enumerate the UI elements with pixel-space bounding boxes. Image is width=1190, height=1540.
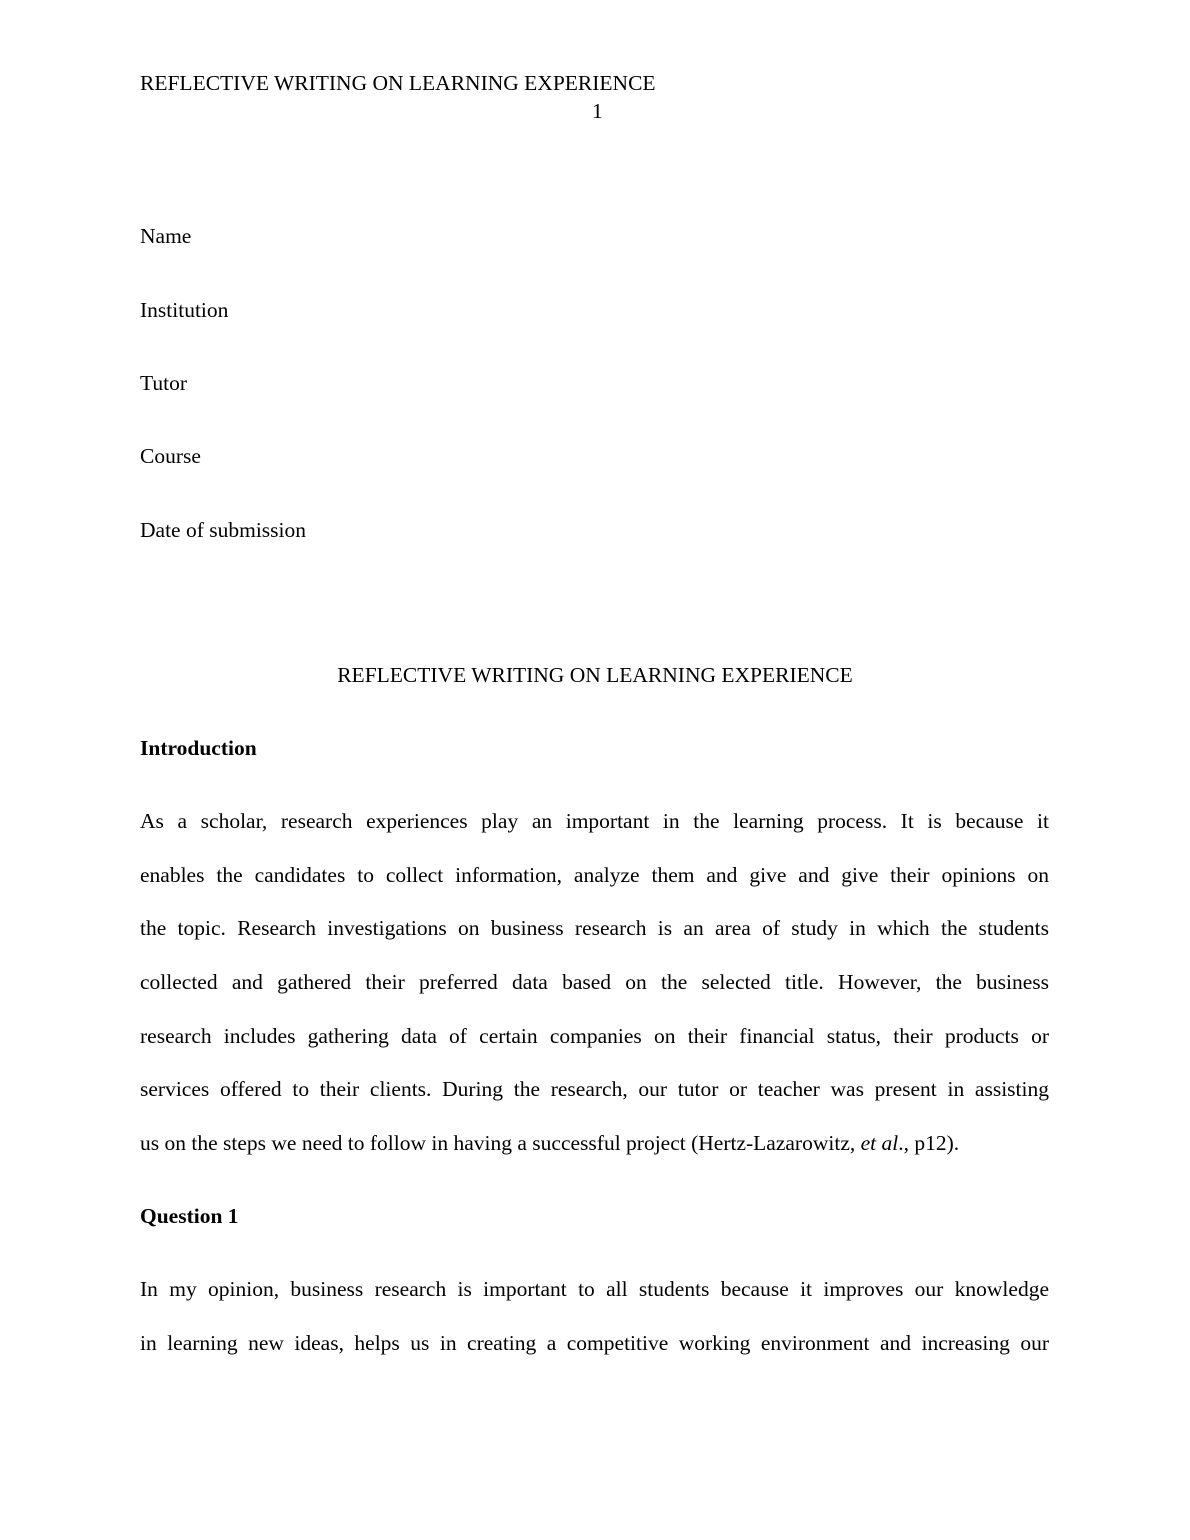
- paragraph-line: As a scholar, research experiences play an important in the learning process. It is because it: [140, 809, 1049, 833]
- paragraph-line: the topic. Research investigations on business research is an area of study in which the students: [140, 916, 1049, 941]
- cover-course: Course: [140, 444, 201, 468]
- cover-date: Date of submission: [140, 518, 307, 542]
- question1-heading: Question 1: [140, 1204, 239, 1228]
- document-title: REFLECTIVE WRITING ON LEARNING EXPERIENCE: [337, 663, 853, 687]
- citation-end: ., p12).: [898, 1131, 960, 1156]
- cover-tutor: Tutor: [140, 371, 188, 395]
- paragraph-line: In my opinion, business research is important to all students because it improves our knowledge: [140, 1277, 1049, 1301]
- paragraph-line: in learning new ideas, helps us in creating a competitive working environment and increasing our: [140, 1330, 1049, 1355]
- page-number: 1: [592, 99, 603, 123]
- cover-name: Name: [140, 224, 192, 248]
- citation-italic: et al: [860, 1131, 899, 1156]
- paragraph-line: research includes gathering data of certain companies on their financial status, their products or: [140, 1023, 1049, 1048]
- paragraph-line: collected and gathered their preferred data based on the selected title. However, the business: [140, 970, 1049, 995]
- introduction-heading: Introduction: [140, 736, 257, 760]
- paragraph-line: services offered to their clients. During the research, our tutor or teacher was present in assisting: [140, 1077, 1049, 1102]
- running-head: REFLECTIVE WRITING ON LEARNING EXPERIENCE: [140, 71, 656, 95]
- cover-institution: Institution: [140, 298, 229, 322]
- question1-paragraph: [140, 1263, 1049, 1370]
- introduction-paragraph: [140, 795, 1049, 1171]
- paragraph-line-last: [140, 1117, 1049, 1171]
- citation-text: us on the steps we need to follow in having a successful project (Hertz-Lazarowitz,: [140, 1131, 861, 1156]
- paragraph-line: enables the candidates to collect information, analyze them and give and give their opinions on: [140, 862, 1049, 887]
